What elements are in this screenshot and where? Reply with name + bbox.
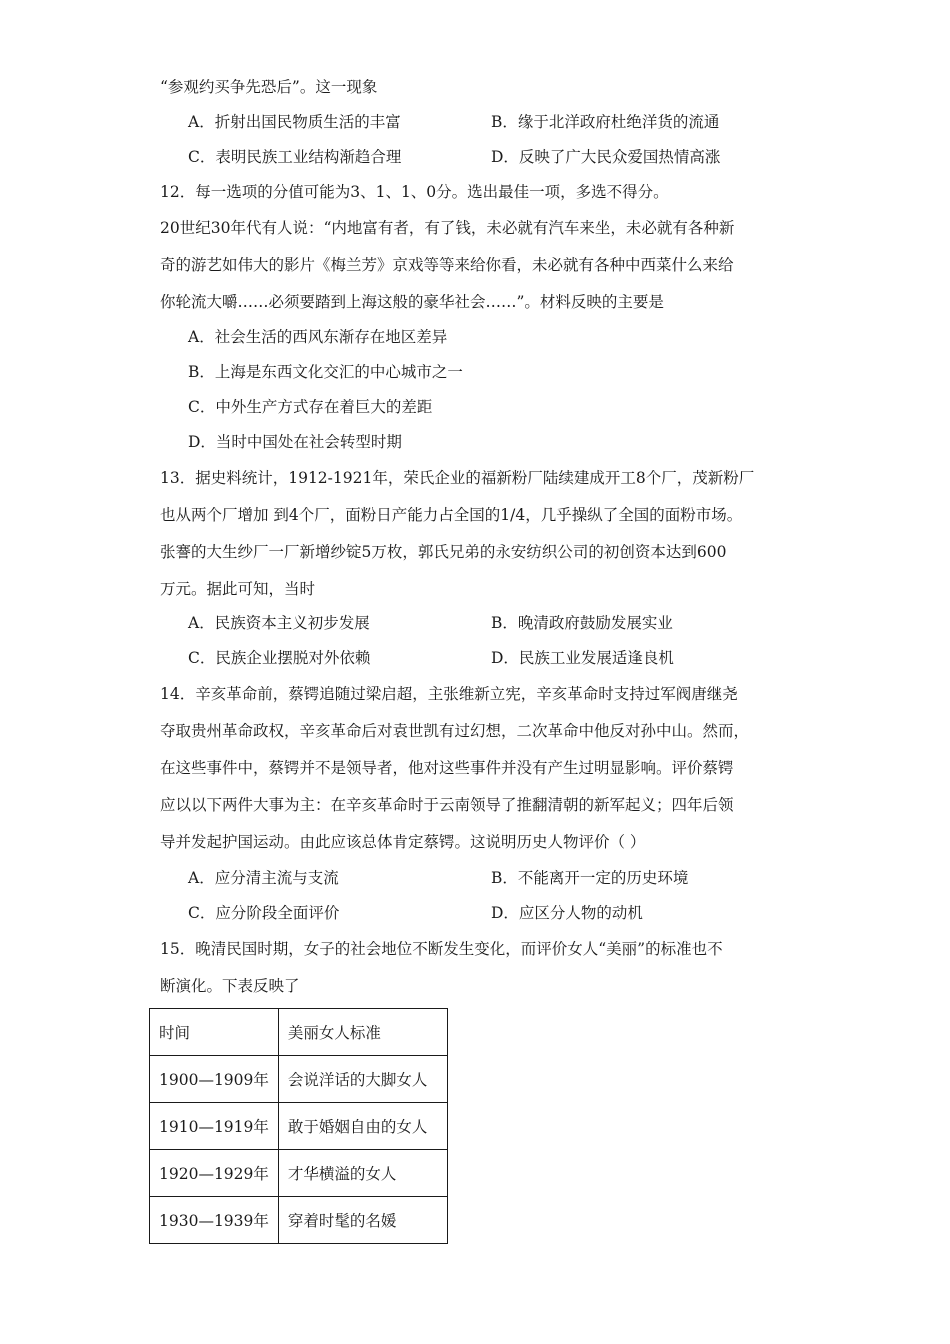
table-cell-standard: 穿着时髦的名媛	[278, 1197, 447, 1244]
q13-stem-line-1: 13．据史料统计，1912-1921年，荣氏企业的福新粉厂陆续建成开工8个厂，茂新粉厂	[160, 469, 755, 487]
q15-stem-line-1: 15．晚清民国时期，女子的社会地位不断发生变化，而评价女人“美丽”的标准也不	[160, 940, 723, 958]
q11-option-a: A．折射出国民物质生活的丰富	[188, 113, 401, 131]
q13-option-a: A．民族资本主义初步发展	[188, 614, 370, 632]
q12-option-a: A．社会生活的西风东渐存在地区差异	[188, 328, 448, 346]
table-header-row	[150, 1009, 448, 1056]
q12-stem-line-3: 你轮流大嚼……必须要踏到上海这般的豪华社会……”。材料反映的主要是	[160, 293, 664, 311]
q12-stem-line-2: 奇的游艺如伟大的影片《梅兰芳》京戏等等来给你看，未必就有各种中西菜什么来给	[160, 256, 734, 274]
q12-option-d: D．当时中国处在社会转型时期	[188, 433, 402, 451]
table-header-period: 时间	[150, 1009, 279, 1056]
q11-stem-tail: “参观约买争先恐后”。这一现象	[160, 78, 378, 96]
q14-option-c: C．应分阶段全面评价	[188, 904, 340, 922]
q14-option-b: B．不能离开一定的历史环境	[491, 869, 689, 887]
q14-stem-line-2: 夺取贵州革命政权，辛亥革命后对袁世凯有过幻想，二次革命中他反对孙中山。然而，	[160, 722, 750, 740]
q13-option-d: D．民族工业发展适逢良机	[491, 649, 674, 667]
table-cell-period: 1910—1919年	[150, 1103, 279, 1150]
table-row	[150, 1197, 448, 1244]
q14-option-d: D．应区分人物的动机	[491, 904, 643, 922]
q14-stem-line-3: 在这些事件中，蔡锷并不是领导者，他对这些事件并没有产生过明显影响。评价蔡锷	[160, 759, 734, 777]
table-row	[150, 1056, 448, 1103]
q14-stem-line-4: 应以以下两件大事为主：在辛亥革命时于云南领导了推翻清朝的新军起义；四年后领	[160, 796, 734, 814]
q15-stem-line-2: 断演化。下表反映了	[160, 977, 300, 995]
q14-stem-line-5: 导并发起护国运动。由此应该总体肯定蔡锷。这说明历史人物评价（ ）	[160, 833, 646, 851]
q14-option-a: A．应分清主流与支流	[188, 869, 339, 887]
table-header-standard: 美丽女人标准	[278, 1009, 447, 1056]
table-cell-standard: 会说洋话的大脚女人	[278, 1056, 447, 1103]
table-row	[150, 1150, 448, 1197]
table-cell-period: 1930—1939年	[150, 1197, 279, 1244]
q12-option-b: B．上海是东西文化交汇的中心城市之一	[188, 363, 463, 381]
q13-option-c: C．民族企业摆脱对外依赖	[188, 649, 371, 667]
q11-option-d: D．反映了广大民众爱国热情高涨	[491, 148, 721, 166]
beauty-standard-table	[149, 1008, 448, 1244]
table-cell-standard: 敢于婚姻自由的女人	[278, 1103, 447, 1150]
q12-header: 12．每一选项的分值可能为3、1、1、0分。选出最佳一项，多选不得分。	[160, 183, 669, 201]
q13-stem-line-2: 也从两个厂增加 到4个厂，面粉日产能力占全国的1/4，几乎操纵了全国的面粉市场。	[160, 506, 743, 524]
q13-option-b: B．晚清政府鼓励发展实业	[491, 614, 673, 632]
table-row	[150, 1103, 448, 1150]
q12-stem-line-1: 20世纪30年代有人说：“内地富有者，有了钱，未必就有汽车来坐，未必就有各种新	[160, 219, 735, 237]
q11-option-b: B．缘于北洋政府杜绝洋货的流通	[491, 113, 720, 131]
table-cell-standard: 才华横溢的女人	[278, 1150, 447, 1197]
table-cell-period: 1900—1909年	[150, 1056, 279, 1103]
q13-stem-line-4: 万元。据此可知，当时	[160, 580, 316, 598]
q11-option-c: C．表明民族工业结构渐趋合理	[188, 148, 402, 166]
table-cell-period: 1920—1929年	[150, 1150, 279, 1197]
q12-option-c: C．中外生产方式存在着巨大的差距	[188, 398, 433, 416]
q14-stem-line-1: 14．辛亥革命前，蔡锷追随过梁启超，主张维新立宪，辛亥革命时支持过军阀唐继尧	[160, 685, 738, 703]
q13-stem-line-3: 张謇的大生纱厂一厂新增纱锭5万枚，郭氏兄弟的永安纺织公司的初创资本达到600	[160, 543, 727, 561]
